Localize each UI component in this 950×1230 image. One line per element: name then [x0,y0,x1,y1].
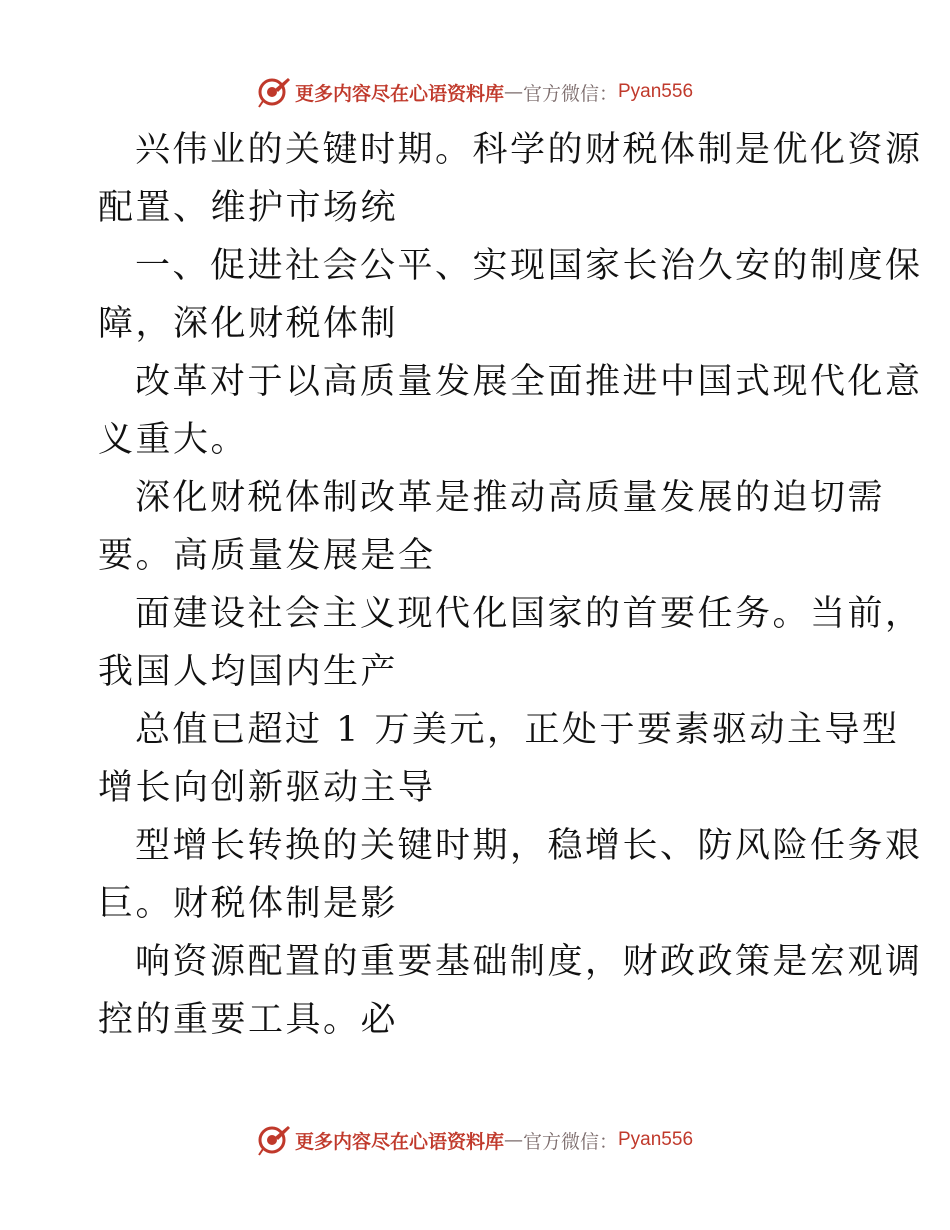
banner-wechat-id: Pyan556 [618,81,694,102]
paragraph [98,121,923,237]
paragraph-line: 响资源配置的重要基础制度，财政政策是宏观调 [135,942,923,982]
paragraph-line: 要。高质量发展是全 [98,536,436,576]
paragraph [98,701,900,817]
paragraph [98,469,886,585]
paragraph-line: 我国人均国内生产 [98,652,399,692]
banner-separator: — [503,1129,523,1151]
paragraph-line: 一、促进社会公平、实现国家长治久安的制度保 [135,246,923,286]
banner-separator: — [503,81,523,103]
paragraph-line: 面建设社会主义现代化国家的首要任务。当前， [135,594,923,634]
paragraph [98,585,923,701]
paragraph [98,933,923,1049]
banner-brand-text: 更多内容尽在心语资料库 [294,1130,504,1153]
paragraph-line: 增长向创新驱动主导 [98,768,436,808]
banner-official-label: 官方微信： [522,82,618,105]
paragraph-line: 总值已超过 1 万美元，正处于要素驱动主导型 [135,710,900,750]
banner-official-label: 官方微信： [522,1130,618,1153]
paragraph [98,817,923,933]
banner-wechat-id: Pyan556 [618,1129,694,1150]
paragraph [98,353,923,469]
paragraph-line: 配置、维护市场统 [98,188,399,228]
pen-logo-icon [257,1123,291,1157]
paragraph-line: 障，深化财税体制 [98,304,399,344]
document-body [98,121,923,1049]
paragraph-line: 型增长转换的关键时期，稳增长、防风险任务艰 [135,826,923,866]
pen-logo-icon [257,75,291,109]
paragraph-line: 巨。财税体制是影 [98,884,399,924]
paragraph-line: 改革对于以高质量发展全面推进中国式现代化意 [135,362,923,402]
paragraph-line: 义重大。 [98,420,249,460]
header-banner [0,72,950,112]
banner-brand-text: 更多内容尽在心语资料库 [294,82,504,105]
paragraph-line: 控的重要工具。必 [98,1000,399,1040]
paragraph-line: 兴伟业的关键时期。科学的财税体制是优化资源 [135,130,923,170]
footer-banner [0,1120,950,1160]
paragraph-line: 深化财税体制改革是推动高质量发展的迫切需 [135,478,886,518]
paragraph [98,237,923,353]
